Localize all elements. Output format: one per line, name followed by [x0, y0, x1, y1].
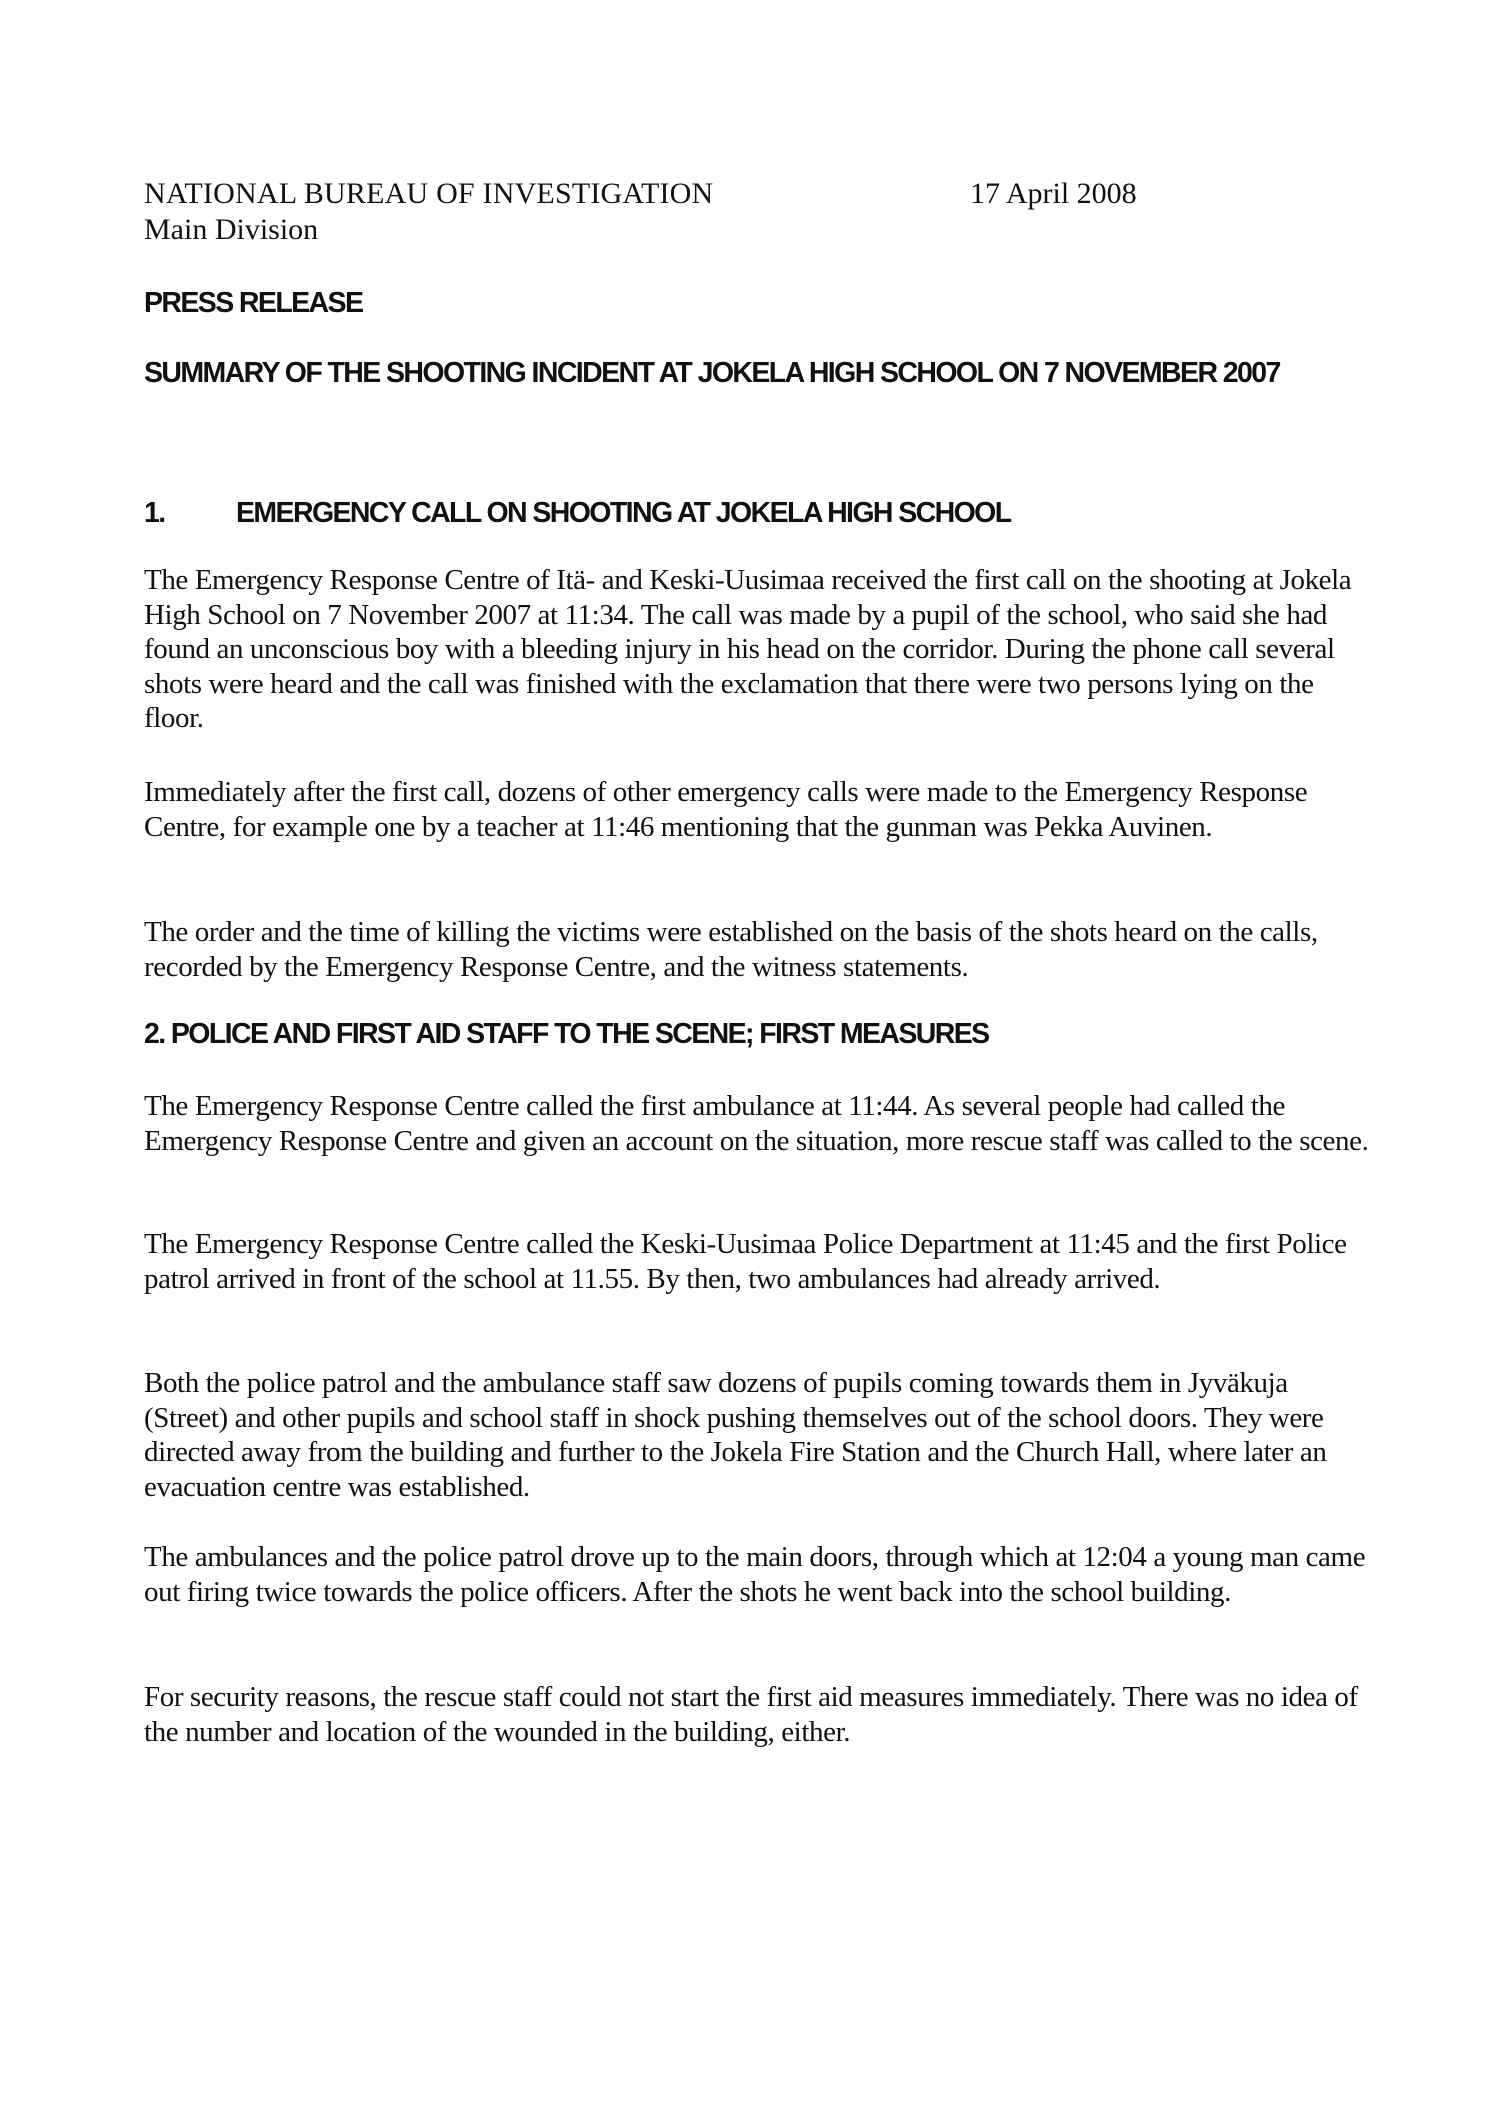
section-1-paragraph: Immediately after the first call, dozens of other emergency calls were made to the Emergency Response Centre, for example one by a teacher at 11:46 mentioning that the gunman was Pekka Auvinen.	[144, 776, 1308, 843]
section-1-number: 1.	[144, 497, 165, 529]
section-1-paragraph: The Emergency Response Centre of Itä- and Keski-Uusimaa received the first call on the shooting at Jokela High School on 7 November 2007 at 11:34. The call was made by a pupil of the school, who said she had found an unconscious boy with a bleeding injury in his head on the corridor. During the phone call several shots were heard and the call was finished with the exclamation that there were two persons lying on the floor.	[144, 564, 1352, 735]
document-title: SUMMARY OF THE SHOOTING INCIDENT AT JOKELA HIGH SCHOOL ON 7 NOVEMBER 2007	[144, 357, 1280, 389]
document-date: 17 April 2008	[970, 177, 1137, 210]
section-2-paragraph: The Emergency Response Centre called the Keski-Uusimaa Police Department at 11:45 and the first Police patrol arrived in front of the school at 11.55. By then, two ambulances had already arrived.	[144, 1228, 1347, 1295]
section-1-paragraph: The order and the time of killing the victims were established on the basis of the shots heard on the calls, recorded by the Emergency Response Centre, and the witness statements.	[144, 916, 1318, 983]
organization-name: NATIONAL BUREAU OF INVESTIGATION	[144, 177, 714, 210]
section-1-heading: EMERGENCY CALL ON SHOOTING AT JOKELA HIGH SCHOOL	[236, 497, 1011, 529]
section-2-paragraph: For security reasons, the rescue staff could not start the first aid measures immediately. There was no idea of the number and location of the wounded in the building, either.	[144, 1681, 1358, 1748]
section-2-heading: 2. POLICE AND FIRST AID STAFF TO THE SCENE; FIRST MEASURES	[144, 1018, 989, 1050]
section-2-paragraph: The ambulances and the police patrol drove up to the main doors, through which at 12:04 a young man came out firing twice towards the police officers. After the shots he went back into the school building.	[144, 1541, 1366, 1608]
section-2-paragraph: The Emergency Response Centre called the first ambulance at 11:44. As several people had called the Emergency Response Centre and given an account on the situation, more rescue staff was called to the scene.	[144, 1090, 1369, 1157]
section-2-paragraph: Both the police patrol and the ambulance staff saw dozens of pupils coming towards them in Jyväkuja (Street) and other pupils and school staff in shock pushing themselves out of the school doors. They were directed away from the building and further to the Jokela Fire Station and the Church Hall, where later an evacuation centre was established.	[144, 1367, 1327, 1503]
document-type-label: PRESS RELEASE	[144, 287, 363, 319]
division-name: Main Division	[144, 213, 319, 246]
